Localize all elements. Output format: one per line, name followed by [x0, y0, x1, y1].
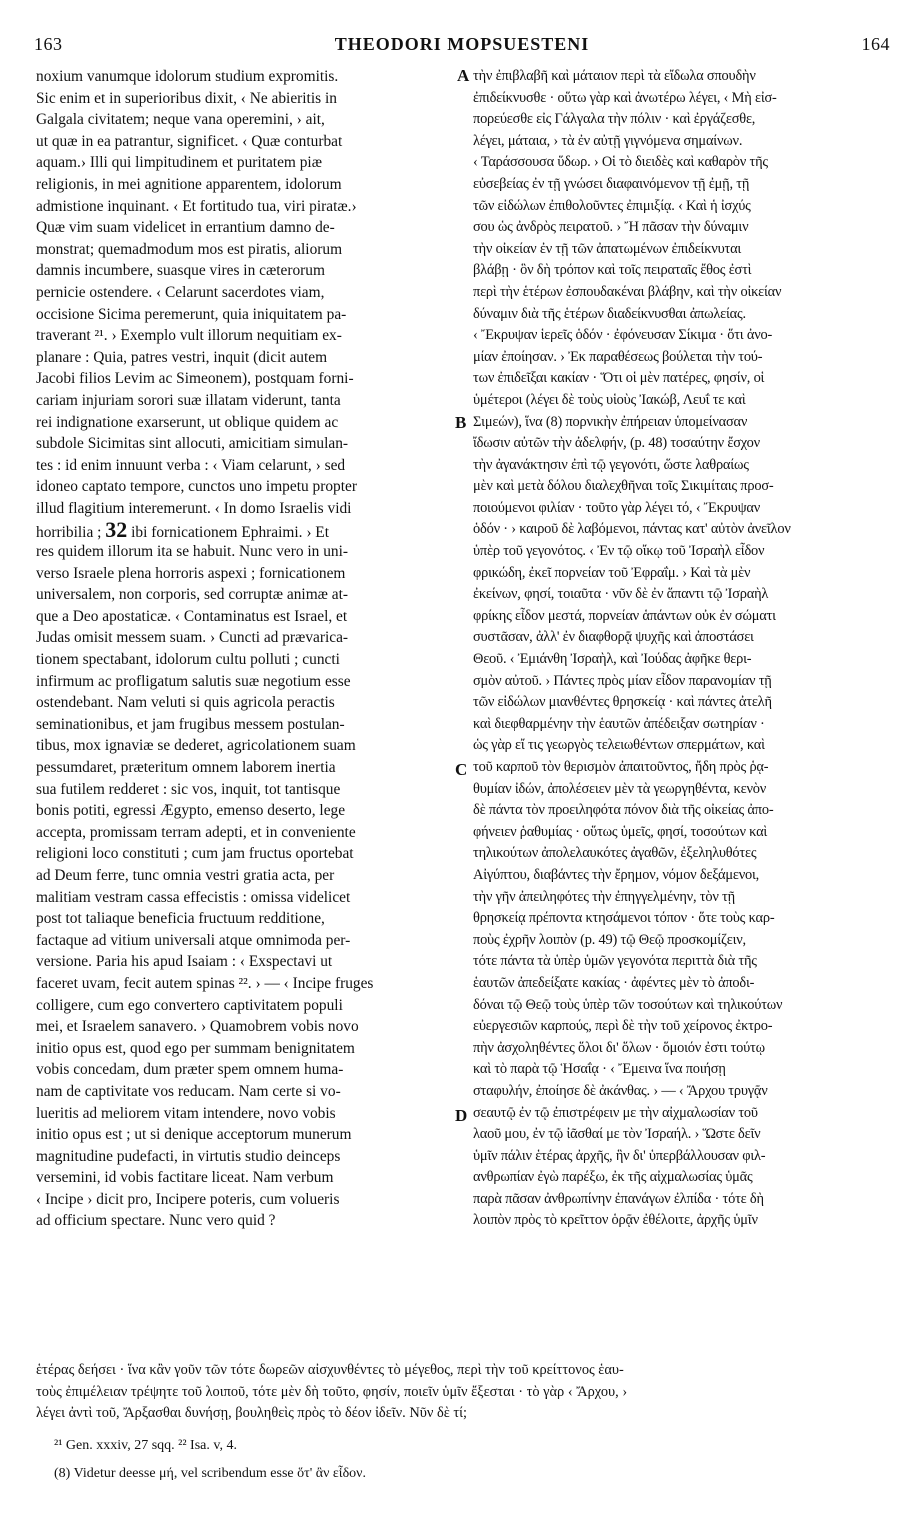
- greek-text-line: Αἰγύπτου, διαβάντες τὴν ἔρημον, νόμον δεξάμενοι,: [473, 866, 760, 883]
- greek-text-line: ποὺς ἐχρῆν λοιπὸν (p. 49) τῷ Θεῷ προσκομίζειν,: [473, 931, 746, 948]
- latin-text-line: Judas omisit messem suam. › Cuncti ad prævarica-: [36, 629, 349, 647]
- greek-text-line: τοὺς ἐπιμέλειαν τρέψητε τοῦ λοιποῦ, τότε μὲν δὴ τοῦτο, φησίν, ποιεῖν ὑμῖν ἔξεσται · τὸ γὰρ ‹ Ἄρχου, ›: [36, 1383, 628, 1400]
- latin-text-line: accepta, promissam terram adepti, et in conveniente: [36, 823, 356, 841]
- latin-text-line: magnitudine pudefacti, in virtutis studio deinceps: [36, 1147, 341, 1165]
- latin-text-line: versemini, id vobis factitare liceat. Nam verbum: [36, 1169, 334, 1187]
- latin-text-line: factaque ad vitium universali atque omnimoda per-: [36, 931, 351, 949]
- greek-text-line: τηλικούτων ἀπολελαυκότες ἀγαθῶν, ἐξεληλυθότες: [473, 845, 757, 862]
- greek-text-line: ‹ Ἔκρυψαν ἱερεῖς ὁδόν · ἐφόνευσαν Σίκιμα · ὅτι ἀνο-: [473, 327, 773, 344]
- latin-text-line: que a Deo apostaticæ. ‹ Contaminatus est Israel, et: [36, 607, 348, 625]
- latin-text-line: sua futilem redderet : sic vos, inquit, tot tantisque: [36, 780, 341, 798]
- greek-text-line: εὐεργεσιῶν καρπούς, περὶ δὲ τὴν τοῦ χείρονος ἐκτρο-: [473, 1018, 773, 1035]
- greek-text-line: ὑμῖν πάλιν ἑτέρας ἀρχῆς, ἣν δι' ὑπερβάλλουσαν φιλ-: [473, 1147, 766, 1164]
- greek-text-line: δὲ πάντα τὸν προειληφότα πόνον διὰ τῆς οἰκείας ἀπο-: [473, 802, 774, 819]
- latin-text-line: pernicie ostendere. ‹ Celarunt sacerdotes viam,: [36, 283, 325, 301]
- greek-text-line: μὲν καὶ μετὰ δόλου διαλεχθῆναι τοῖς Σικιμίταις προσ-: [473, 478, 774, 495]
- latin-text-line: tionem spectabant, idolorum cultu polluti ; cuncti: [36, 651, 340, 669]
- latin-text-line: malitiam vestram cassa effecistis : omissa videlicet: [36, 888, 351, 906]
- greek-text-line: σου ὡς ἀνδρὸς πειρατοῦ. › Ἤ πᾶσαν τὴν δύναμιν: [473, 219, 749, 236]
- greek-text-line: περὶ τὴν ἑτέρων ἐσπουδακέναι βλάβην, καὶ τὴν οἰκείαν: [473, 283, 782, 300]
- greek-continuation: [36, 1360, 906, 1425]
- latin-text-line: damnis incumbere, suasque vires in cæterorum: [36, 262, 325, 280]
- greek-text-line: λοιπὸν πρὸς τὸ κρεῖττον ὁρᾷν ἐθέλοιτε, ἀρχῆς ὑμῖν: [473, 1212, 758, 1229]
- column-marker-d: D: [455, 1106, 468, 1125]
- latin-text-line: cariam injuriam sorori suæ illatam viderunt, tanta: [36, 391, 341, 409]
- greek-text-line: δόναι τῷ Θεῷ τοὺς ὑπὲρ τῶν τοσούτων καὶ τηλικούτων: [473, 996, 783, 1013]
- greek-text-line: σταφυλήν, ἐποίησε δὲ ἀκάνθας. › — ‹ Ἄρχου τρυγᾷν: [473, 1082, 768, 1099]
- greek-text-line: ανθρωπίαν ἐγὼ παρέξω, ἐκ τῆς αἰχμαλωσίας ὑμᾶς: [473, 1169, 753, 1186]
- column-marker-b: B: [455, 413, 467, 432]
- greek-text-line: ἴδωσιν αὐτῶν τὴν ἀδελφήν, (p. 48) τοσαύτην ἔσχον: [473, 435, 760, 452]
- latin-text-line: admistione inquinant. ‹ Et fortitudo tua, viri piratæ.›: [36, 197, 357, 215]
- greek-text-line: πορεύεσθε εἰς Γάλγαλα τὴν πόλιν · καὶ ἐργάζεσθε,: [473, 111, 756, 128]
- latin-text-line: colligere, cum ego convertero captivitatem populi: [36, 996, 343, 1014]
- latin-text-line: subdole Sicimitas sint allocuti, amicitiam simulan-: [36, 435, 349, 453]
- greek-text-line: παρὰ πᾶσαν ἀνθρωπίνην ἐπανάγων ἐλπίδα · τότε δὴ: [473, 1190, 764, 1207]
- greek-text-line: μίαν ἐποίησαν. › Ἐκ παραθέσεως βούλεται τὴν τού-: [473, 348, 763, 365]
- greek-text-line: καὶ διεφθαρμένην τὴν ἑαυτῶν ἀπέδειξαν σωτηρίαν ·: [473, 715, 765, 732]
- latin-text-line: tibus, mox ignaviæ se dederet, agricolationem suam: [36, 737, 356, 755]
- greek-text-line: ἐκείνων, φησί, τοιαῦτα · νῦν δὲ ἐν ἅπαντι τῷ Ἰσραὴλ: [473, 586, 769, 603]
- latin-text-line: res quidem illorum ita se habuit. Nunc vero in uni-: [36, 543, 349, 561]
- greek-text-line: φρικώδη, ἐκεῖ πορνείαν τοῦ Ἐφραΐμ. › Καὶ τὰ μὲν: [473, 564, 751, 581]
- latin-text-line: nam de captivitate vos reducam. Nam certe si vo-: [36, 1082, 341, 1100]
- latin-text-line: seminationibus, et jam frugibus messem postulan-: [36, 715, 345, 733]
- running-title: THEODORI MOPSUESTENI: [334, 34, 590, 54]
- greek-text-line: εὐσεβείας ἐν τῇ γνώσει διαφαινόμενον τῇ ἐμῇ, τῇ: [473, 175, 750, 192]
- latin-text-line: religioni loco constituti ; cum jam fructus oportebat: [36, 845, 354, 863]
- latin-text-line: idoneo captato tempore, cunctos uno impetu propter: [36, 478, 357, 496]
- latin-text-line: vobis concedam, dum præter spem omnem huma-: [36, 1061, 344, 1079]
- column-marker-c: C: [455, 760, 468, 779]
- greek-text-line: ἑτέρας δεήσει · ἵνα κἂν γοῦν τῶν τότε δωρεῶν αἰσχυνθέντες τὸ μέγεθος, περὶ τὴν τοῦ κρείττονος ἑαυ-: [36, 1362, 624, 1378]
- greek-text-line: λέγει, μάταια, › τὰ ἐν αὐτῇ γιγνόμενα σημαίνων.: [473, 132, 743, 149]
- greek-text-line: λαοῦ μου, ἐν τῷ ἰᾶσθαί με τὸν Ἰσραήλ. › Ὥστε δεῖν: [473, 1126, 761, 1143]
- greek-text-line: θρησκείᾳ πρέποντα κτησάμενοι τόπον · ὅτε τοὺς καρ-: [473, 910, 775, 927]
- greek-text-line: τὴν γῆν ἀπειληφότες τὴν ἐπηγγελμένην, τὸν τῇ: [473, 888, 735, 905]
- latin-text-line: Sic enim et in superioribus dixit, ‹ Ne abieritis in: [36, 89, 337, 107]
- footnote-note-8: (8) Videtur deesse μή, vel scribendum esse ὅτ' ἂν εἶδον.: [54, 1466, 366, 1481]
- greek-text-line: ἐπιδείκνυσθε · οὕτω γὰρ καὶ ἀνωτέρω λέγει, ‹ Μὴ εἰσ-: [473, 89, 777, 106]
- footnote-references: ²¹ Gen. xxxiv, 27 sqq. ²² Isa. v, 4.: [54, 1438, 237, 1453]
- greek-text-line: ‹ Ταράσσουσα ὕδωρ. › Οἱ τὸ διειδὲς καὶ καθαρὸν τῆς: [473, 154, 768, 171]
- latin-text-line: aquam.› Illi qui limpitudinem et puritatem piæ: [36, 154, 322, 172]
- greek-text-line: των ἐπιδεῖξαι κακίαν · Ὅτι οἱ μὲν πατέρες, φησίν, οἱ: [473, 370, 765, 387]
- latin-text-line: planare : Quia, patres vestri, inquit (dicit autem: [36, 348, 328, 366]
- latin-column: [36, 66, 454, 1232]
- greek-text-line: Σιμεών), ἵνα (8) πορνικὴν ἐπήρειαν ὑπομείνασαν: [473, 413, 748, 430]
- greek-text-line: ὁδόν · › καιροῦ δὲ λαβόμενοι, πάντας κατ' αὐτὸν ἀνεῖλον: [473, 521, 791, 538]
- greek-text-line: ὡς γὰρ εἴ τις γεωργὸς τελειωθέντων σπερμάτων, καὶ: [473, 737, 765, 754]
- latin-text-line: Jacobi filios Levim ac Simeonem), postquam forni-: [36, 370, 354, 388]
- left-page-number: 163: [34, 34, 63, 54]
- greek-text-line: τοῦ καρποῦ τὸν θερισμὸν ἀπαιτοῦντος, ἤδη πρὸς ῥᾳ-: [473, 759, 769, 775]
- greek-text-line: βλάβῃ · ὃν δὴ τρόπον καὶ τοῖς πειραταῖς ἔθος ἐστὶ: [473, 262, 752, 279]
- greek-text-line: σμὸν αὐτοῦ. › Πάντες πρὸς μίαν εἶδον παρανομίαν τῇ: [473, 672, 772, 689]
- greek-text-line: τότε πάντα τὰ ὑπὲρ ὑμῶν γεγονότα περιττὰ διὰ τῆς: [473, 953, 757, 970]
- latin-text-line: traverant ²¹. › Exemplo vult illorum nequitiam ex-: [36, 327, 342, 345]
- latin-text-line: verso Israele plena horroris aspexi ; fornicationem: [36, 564, 346, 582]
- greek-text-line: συστᾶσαν, ἀλλ' ἐν διαφθορᾷ ψυχῆς καὶ ἀποστάσει: [473, 629, 754, 646]
- latin-text-line: pessumdaret, præteritum omnem laborem inertia: [36, 759, 336, 776]
- column-number: 32: [105, 519, 128, 542]
- latin-text-line: rei indignatione exarserunt, ut oblique quidem ac: [36, 413, 339, 431]
- latin-text-line: post tot taliaque beneficia fructuum redditione,: [36, 910, 325, 928]
- column-marker-a: A: [457, 66, 470, 85]
- latin-text-line: illud flagitium interemerunt. ‹ In domo Israelis vidi: [36, 499, 352, 517]
- latin-text-line: initio opus est, quod ego per summam benignitatem: [36, 1039, 355, 1057]
- greek-text-line: σεαυτῷ ἐν τῷ ἐπιστρέφειν με τὴν αἰχμαλωσίαν τοῦ: [473, 1104, 758, 1121]
- latin-text-line: universalem, non corporis, sed corruptæ animæ at-: [36, 586, 349, 604]
- latin-text-line: mei, et Israelem sanavero. › Quamobrem vobis novo: [36, 1018, 359, 1036]
- latin-text-line: infirmum ac profligatum salutis suæ negotium esse: [36, 672, 351, 690]
- latin-text-line: versione. Paria his apud Isaiam : ‹ Exspectavi ut: [36, 953, 333, 971]
- greek-text-line: ποιούμενοι φιλίαν · τοῦτο γὰρ λέγει τό, ‹ Ἔκρυψαν: [473, 499, 761, 516]
- greek-text-line: φήνειεν ῥαθυμίας · οὕτως ὑμεῖς, φησί, τοσούτων καὶ: [473, 823, 768, 840]
- latin-text-line: tes : id enim innuunt verba : ‹ Viam celarunt, › sed: [36, 456, 346, 474]
- greek-text-line: τὴν ἀγανάκτησιν ἐπὶ τῷ γεγονότι, ὥστε λαθραίως: [473, 456, 749, 473]
- greek-text-line: καὶ τὸ παρὰ τῷ Ἡσαΐᾳ · ‹ Ἔμεινα ἵνα ποιήσῃ: [473, 1061, 726, 1078]
- latin-text-line: horribilia ; 32 ibi fornicationem Ephraimi. › Et: [36, 519, 329, 542]
- latin-text-line: ‹ Incipe › dicit pro, Incipere poteris, cum volueris: [36, 1190, 340, 1208]
- greek-text-line: θυμίαν ἰδών, ἀπολέσειεν μὲν τὰ γεωργηθέντα, κενὸν: [473, 780, 767, 797]
- greek-text-line: ἑαυτῶν ἀπεδείξατε κακίας · ἀφέντες μὲν τὸ ἀποδι-: [473, 974, 755, 991]
- latin-text-line: bonis potiti, egressi Ægypto, emenso deserto, lege: [36, 802, 346, 820]
- greek-text-line: τὴν οἰκείαν ἐν τῇ τῶν ἀπατωμένων ἐπιδείκνυται: [473, 240, 742, 257]
- footnotes: [54, 1432, 854, 1488]
- greek-text-line: πὴν ἀσχοληθέντες ὅλοι δι' ὅλων · ὅμοιόν ἐστι τούτῳ: [473, 1039, 765, 1056]
- greek-text-line: τῶν εἰδώλων μιανθέντες θρησκείᾳ · καὶ πάντες ἀτελῆ: [473, 694, 772, 711]
- latin-text-line: faceret uvam, fecit autem spinas ²². › — ‹ Incipe fruges: [36, 974, 374, 992]
- right-page-number: 164: [861, 34, 890, 54]
- latin-text-line: Galgala civitatem; neque vana operemini, › ait,: [36, 111, 325, 129]
- latin-text-line: ut quæ in ea patrantur, significet. ‹ Quæ conturbat: [36, 132, 343, 150]
- greek-text-line: λέγει ἀντὶ τοῦ, Ἄρξασθαι δυνήσῃ, βουληθεὶς πρὸς τὸ δέον ἰδεῖν. Νῦν δὲ τί;: [36, 1405, 468, 1422]
- latin-text-line: ostendebant. Nam veluti si quis agricola peractis: [36, 694, 335, 712]
- greek-text-line: Θεοῦ. ‹ Ἐμιάνθη Ἰσραὴλ, καὶ Ἰούδας ἀφῆκε θερι-: [473, 651, 752, 668]
- greek-text-line: δύναμιν διὰ τῆς ἑτέρων διαδείκνυσθαι ἀπωλείας.: [473, 305, 746, 322]
- latin-text-line: Quæ vim suam videlicet in errantium damno de-: [36, 219, 335, 237]
- latin-text-line: monstrat; quemadmodum mos est piratis, aliorum: [36, 240, 343, 258]
- greek-text-line: φρίκης εἶδον μεστά, πορνείαν ἁπάντων οὐκ ἐν σώματι: [473, 607, 776, 624]
- greek-text-line: ὑπὲρ τοῦ γεγονότος. ‹ Ἐν τῷ οἴκῳ τοῦ Ἰσραὴλ εἶδον: [473, 543, 765, 560]
- latin-text-line: ad officium spectare. Nunc vero quid ?: [36, 1212, 276, 1230]
- latin-text-line: initio opus est ; ut si denique acceptorum munerum: [36, 1126, 352, 1144]
- running-header: [34, 34, 890, 60]
- latin-text-line: religionis, in mei agnitione apparentem, idolorum: [36, 175, 342, 193]
- greek-column: [473, 66, 913, 1232]
- greek-text-line: τῶν εἰδώλων ἐπιθολοῦντες ἐπιμιξίᾳ. ‹ Καὶ ἡ ἰσχύς: [473, 197, 751, 214]
- latin-text-line: ad Deum ferre, tunc omnia vestri gratia acta, per: [36, 866, 335, 884]
- latin-text-line: noxium vanumque idolorum studium expromitis.: [36, 68, 339, 85]
- greek-text-line: ὑμέτεροι (λέγει δὲ τοὺς υἱοὺς Ἰακώβ, Λευΐ τε καὶ: [473, 391, 746, 408]
- latin-text-line: occisione Sicima peremerunt, quia iniquitatem pa-: [36, 305, 347, 323]
- latin-text-line: lueritis ad meliorem vitam intendere, novo vobis: [36, 1104, 336, 1122]
- greek-text-line: τὴν ἐπιβλαβῆ καὶ μάταιον περὶ τὰ εἴδωλα σπουδὴν: [473, 68, 756, 84]
